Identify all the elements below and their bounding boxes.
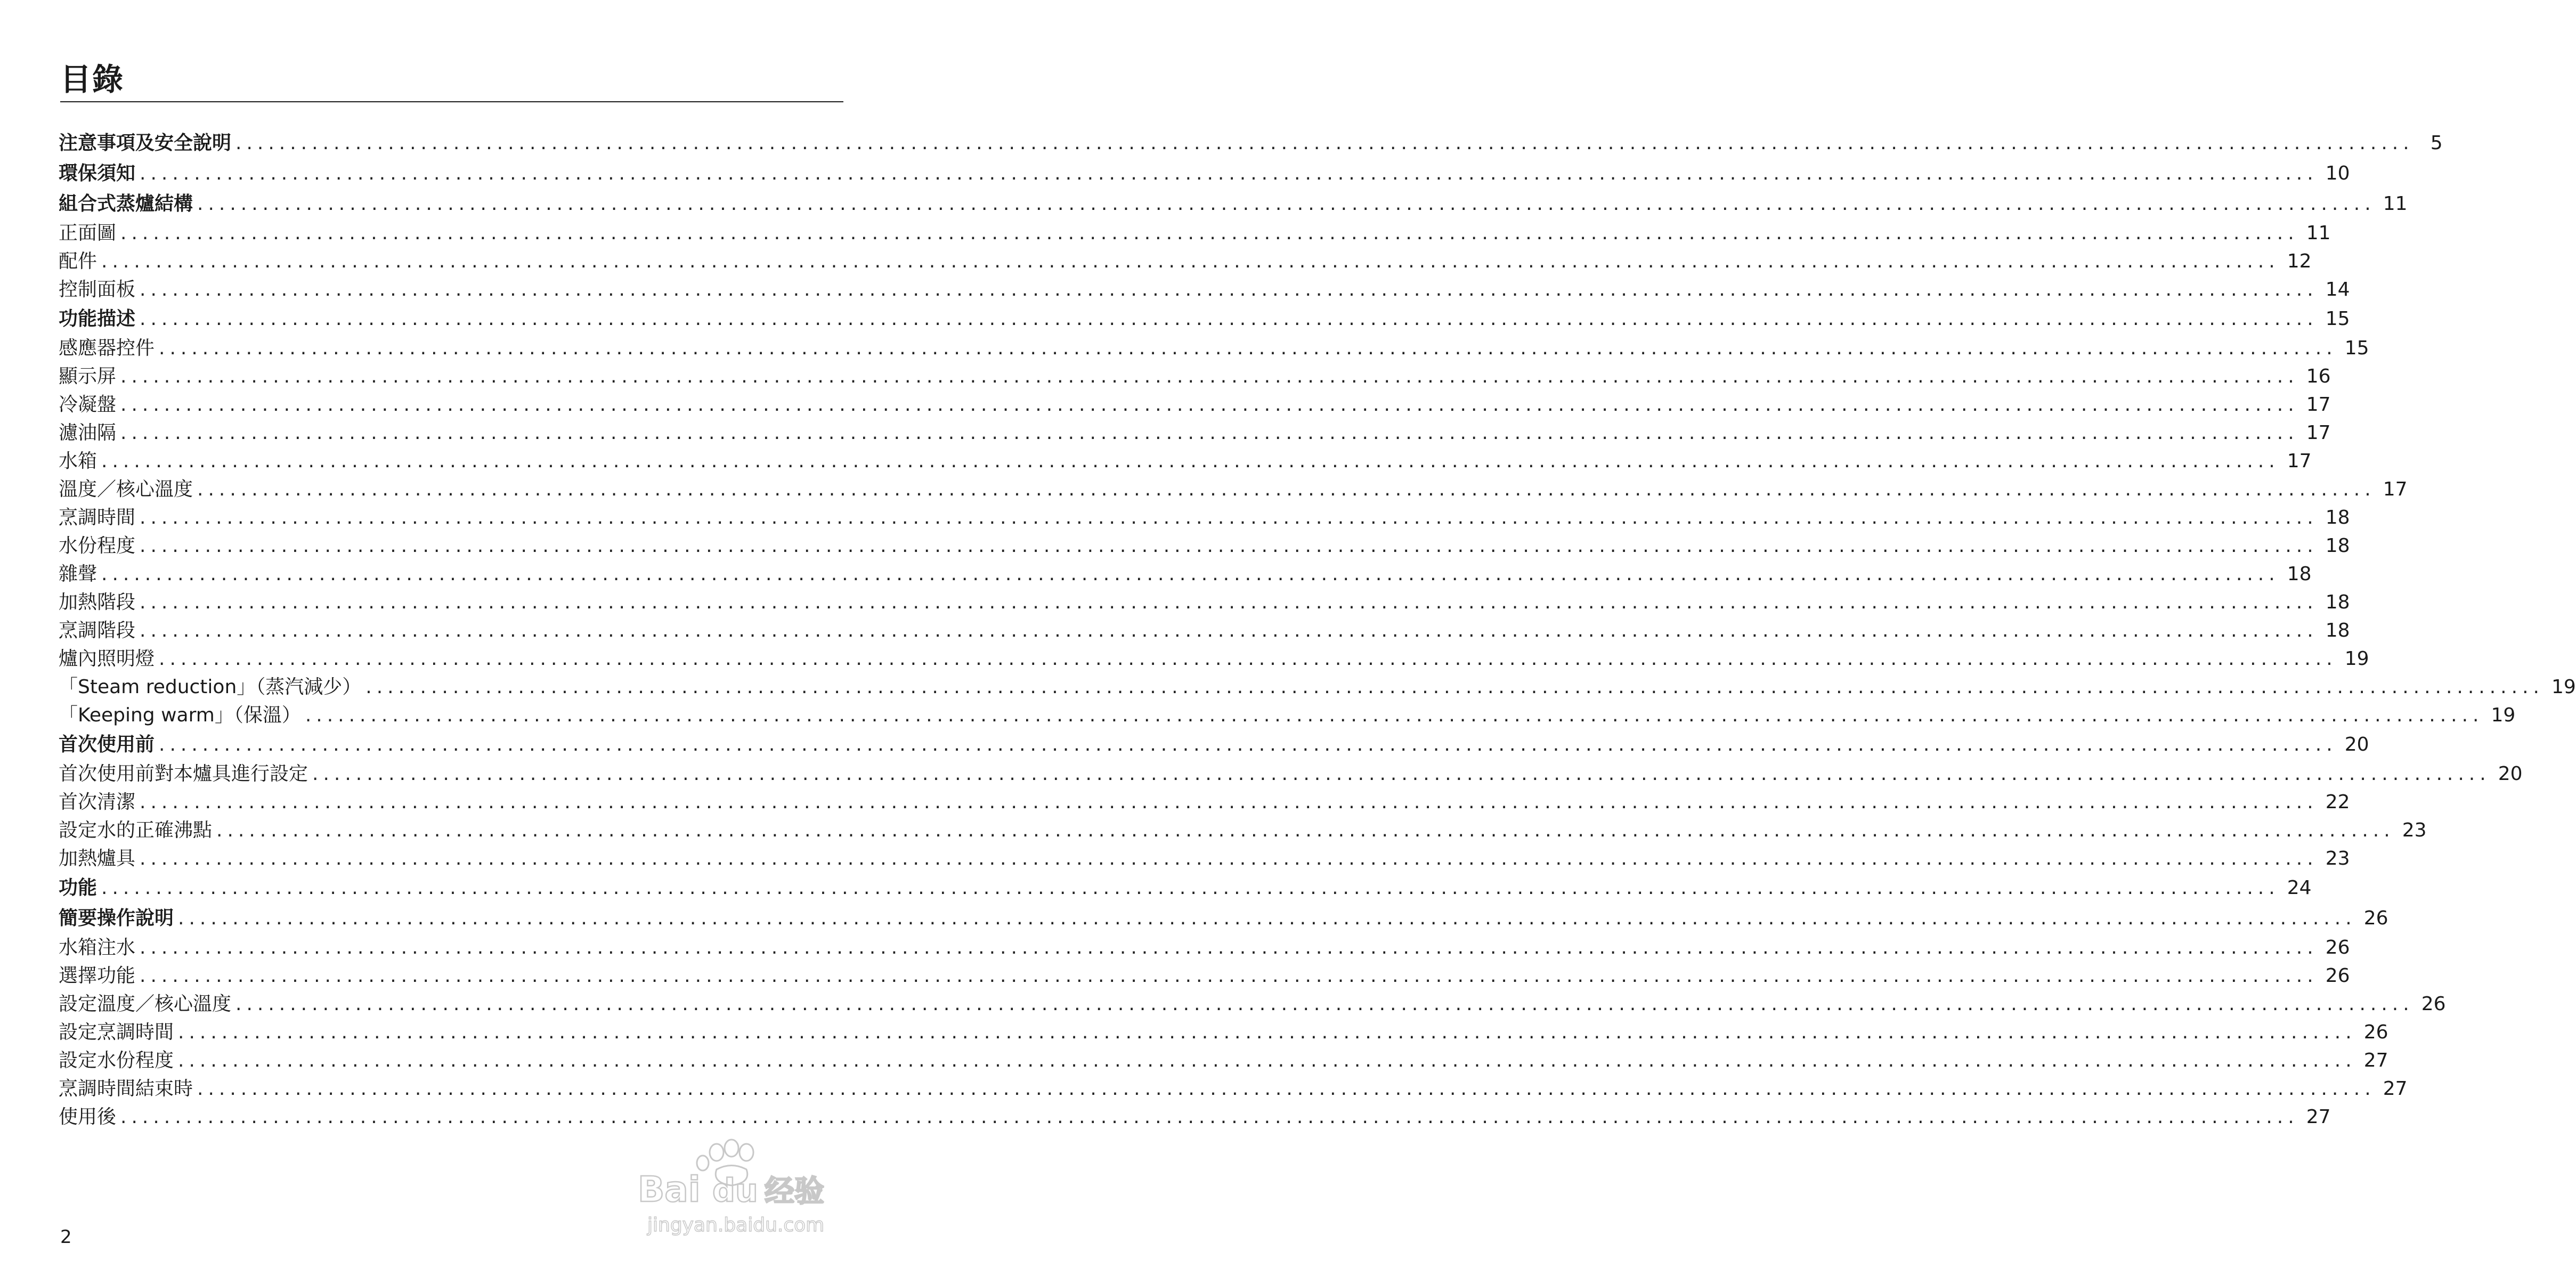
toc-entry — [59, 158, 2350, 189]
toc-dot-leader: ........................................................................................................................................................................................................ — [140, 162, 2318, 184]
toc-entry-label: 注意事項及安全說明 — [59, 132, 232, 154]
toc-entry-page: 11 — [2306, 222, 2331, 244]
toc-entry-label: 使用後 — [59, 1106, 117, 1128]
toc-dot-leader: ........................................................................................................................................................................................................ — [101, 563, 2280, 585]
toc-dot-leader: ........................................................................................................................................................................................................ — [140, 308, 2318, 330]
toc-entry-label: 設定水的正確沸點 — [59, 819, 213, 841]
toc-entry-label: 加熱爐具 — [59, 848, 136, 869]
toc-entry — [59, 873, 2312, 903]
toc-entry-label: 顯示屏 — [59, 365, 117, 387]
toc-entry — [59, 560, 2312, 588]
toc-dot-leader: ........................................................................................................................................................................................................ — [140, 279, 2318, 300]
toc-dot-leader: ........................................................................................................................................................................................................ — [159, 337, 2337, 359]
toc-entry-page: 12 — [2287, 250, 2312, 272]
toc-entry-page: 20 — [2344, 734, 2369, 755]
watermark-brand-right: du — [712, 1172, 758, 1209]
toc-entry-label: 首次清潔 — [59, 791, 136, 813]
toc-entry — [59, 701, 2516, 729]
toc-entry-page: 20 — [2498, 763, 2523, 785]
toc-entry-page: 18 — [2325, 507, 2350, 529]
toc-dot-leader: ........................................................................................................................................................................................................ — [312, 763, 2491, 785]
toc-entry — [59, 391, 2331, 419]
toc-entry-page: 10 — [2325, 162, 2350, 184]
toc-dot-leader: ........................................................................................................................................................................................................ — [159, 648, 2337, 670]
toc-entry-label: 爐內照明燈 — [59, 648, 155, 670]
toc-entry — [59, 128, 2443, 158]
toc-entry — [59, 729, 2369, 760]
toc-dot-leader: ........................................................................................................................................................................................................ — [178, 907, 2356, 929]
toc-entry-page: 17 — [2287, 450, 2312, 472]
toc-entry — [59, 219, 2331, 247]
toc-entry-page: 17 — [2306, 394, 2331, 416]
toc-entry-label: 雜聲 — [59, 563, 97, 585]
toc-entry — [59, 475, 2408, 503]
toc-entry-label: 控制面板 — [59, 279, 136, 300]
toc-entry — [59, 816, 2427, 844]
toc-entry-page: 27 — [2306, 1106, 2331, 1128]
toc-entry-page: 11 — [2383, 193, 2408, 215]
toc-entry-label: 冷凝盤 — [59, 394, 117, 416]
toc-entry-page: 15 — [2344, 337, 2369, 359]
toc-entry-page: 23 — [2325, 848, 2350, 869]
toc-dot-leader: ........................................................................................................................................................................................................ — [216, 819, 2395, 841]
toc-dot-leader: ........................................................................................................................................................................................................ — [101, 250, 2280, 272]
title-divider — [60, 101, 843, 102]
toc-entry-page: 18 — [2325, 591, 2350, 613]
toc-entry — [59, 247, 2312, 275]
watermark-url: jingyan.baidu.com — [647, 1214, 825, 1236]
toc-entry-label: 首次使用前對本爐具進行設定 — [59, 763, 308, 785]
toc-entry-page: 26 — [2363, 907, 2388, 929]
toc-entry-page: 14 — [2325, 279, 2350, 300]
toc-dot-leader: ........................................................................................................................................................................................................ — [140, 535, 2318, 557]
toc-entry — [59, 788, 2350, 816]
toc-entry-page: 26 — [2363, 1021, 2388, 1043]
toc-dot-leader: ........................................................................................................................................................................................................ — [305, 704, 2484, 726]
toc-entry — [59, 588, 2350, 616]
toc-entry — [59, 673, 2576, 701]
toc-entry — [59, 1075, 2408, 1103]
toc-entry-page: 18 — [2325, 620, 2350, 641]
toc-dot-leader: ........................................................................................................................................................................................................ — [197, 1078, 2376, 1100]
toc-entry-label: 溫度／核心溫度 — [59, 478, 193, 500]
toc-dot-leader: ........................................................................................................................................................................................................ — [140, 620, 2318, 641]
toc-entry — [59, 645, 2369, 673]
toc-entry-label: 簡要操作說明 — [59, 907, 174, 929]
toc-entry-page: 17 — [2383, 478, 2408, 500]
toc-dot-leader: ........................................................................................................................................................................................................ — [120, 394, 2299, 416]
toc-entry — [59, 189, 2408, 219]
toc-entry-page: 5 — [2430, 132, 2443, 154]
toc-dot-leader: ........................................................................................................................................................................................................ — [235, 993, 2414, 1015]
toc-entry-page: 16 — [2306, 365, 2331, 387]
toc-dot-leader: ........................................................................................................................................................................................................ — [120, 222, 2299, 244]
toc-dot-leader: ........................................................................................................................................................................................................ — [235, 132, 2414, 154]
toc-entry — [59, 503, 2350, 532]
toc-dot-leader: ........................................................................................................................................................................................................ — [120, 1106, 2299, 1128]
toc-entry-label: 選擇功能 — [59, 965, 136, 987]
toc-dot-leader: ........................................................................................................................................................................................................ — [140, 965, 2318, 987]
toc-dot-leader: ........................................................................................................................................................................................................ — [197, 193, 2376, 215]
toc-entry — [59, 532, 2350, 560]
toc-entry — [59, 844, 2350, 873]
toc-entry-label: 設定水份程度 — [59, 1050, 174, 1071]
toc-entry-page: 19 — [2344, 648, 2369, 670]
toc-entry-label: 濾油隔 — [59, 422, 117, 444]
toc-dot-leader: ........................................................................................................................................................................................................ — [159, 734, 2337, 755]
toc-entry-page: 24 — [2287, 877, 2312, 899]
toc-dot-leader: ........................................................................................................................................................................................................ — [101, 450, 2280, 472]
toc-entry-label: 水份程度 — [59, 535, 136, 557]
toc-dot-leader: ........................................................................................................................................................................................................ — [140, 791, 2318, 813]
toc-entry — [59, 1018, 2388, 1046]
toc-entry-label: 環保須知 — [59, 162, 136, 184]
toc-entry — [59, 419, 2331, 447]
toc-entry — [59, 304, 2350, 334]
page-number: 2 — [60, 1226, 72, 1248]
toc-entry — [59, 903, 2388, 933]
toc-dot-leader: ........................................................................................................................................................................................................ — [120, 365, 2299, 387]
table-of-contents — [59, 128, 2576, 1131]
toc-entry-page: 15 — [2325, 308, 2350, 330]
toc-entry-label: 烹調階段 — [59, 620, 136, 641]
toc-entry-page: 17 — [2306, 422, 2331, 444]
toc-entry — [59, 990, 2446, 1018]
toc-entry-page: 18 — [2287, 563, 2312, 585]
toc-entry-label: 組合式蒸爐結構 — [59, 193, 193, 215]
toc-entry-label: 烹調時間 — [59, 507, 136, 529]
toc-entry — [59, 962, 2350, 990]
toc-entry-label: 水箱 — [59, 450, 97, 472]
baidu-jingyan-watermark — [637, 1137, 850, 1239]
toc-entry-label: 「Keeping warm」（保溫） — [59, 704, 301, 726]
toc-entry — [59, 334, 2369, 362]
toc-entry-page: 22 — [2325, 791, 2350, 813]
toc-dot-leader: ........................................................................................................................................................................................................ — [140, 591, 2318, 613]
toc-entry-page: 27 — [2383, 1078, 2408, 1100]
toc-dot-leader: ........................................................................................................................................................................................................ — [178, 1021, 2356, 1043]
toc-entry — [59, 362, 2331, 391]
toc-entry — [59, 933, 2350, 962]
toc-entry-page: 19 — [2491, 704, 2516, 726]
page-title: 目錄 — [60, 61, 125, 97]
toc-entry-label: 水箱注水 — [59, 937, 136, 958]
toc-entry-label: 「Steam reduction」（蒸汽減少） — [59, 676, 362, 698]
toc-dot-leader: ........................................................................................................................................................................................................ — [140, 507, 2318, 529]
toc-dot-leader: ........................................................................................................................................................................................................ — [120, 422, 2299, 444]
toc-entry-page: 18 — [2325, 535, 2350, 557]
toc-dot-leader: ........................................................................................................................................................................................................ — [101, 877, 2280, 899]
toc-entry-label: 烹調時間結束時 — [59, 1078, 193, 1100]
watermark-brand-left: Bai — [638, 1169, 701, 1210]
toc-entry-label: 首次使用前 — [59, 734, 155, 755]
toc-entry-page: 19 — [2551, 676, 2576, 698]
toc-dot-leader: ........................................................................................................................................................................................................ — [178, 1050, 2356, 1071]
toc-entry-label: 正面圖 — [59, 222, 117, 244]
toc-entry-page: 26 — [2421, 993, 2446, 1015]
toc-entry-label: 感應器控件 — [59, 337, 155, 359]
toc-entry-label: 設定烹調時間 — [59, 1021, 174, 1043]
toc-entry-label: 加熱階段 — [59, 591, 136, 613]
watermark-brand-suffix: 经验 — [765, 1174, 824, 1209]
toc-entry-page: 26 — [2325, 965, 2350, 987]
toc-dot-leader: ........................................................................................................................................................................................................ — [140, 937, 2318, 958]
toc-entry-label: 功能描述 — [59, 308, 136, 330]
toc-entry-label: 設定溫度／核心溫度 — [59, 993, 232, 1015]
toc-entry — [59, 1103, 2331, 1131]
toc-entry — [59, 616, 2350, 645]
toc-entry-label: 配件 — [59, 250, 97, 272]
toc-entry-page: 26 — [2325, 937, 2350, 958]
toc-entry — [59, 447, 2312, 475]
toc-entry-page: 23 — [2402, 819, 2427, 841]
toc-dot-leader: ........................................................................................................................................................................................................ — [365, 676, 2544, 698]
toc-entry — [59, 1046, 2388, 1075]
toc-dot-leader: ........................................................................................................................................................................................................ — [140, 848, 2318, 869]
toc-entry — [59, 760, 2523, 788]
toc-entry-page: 27 — [2363, 1050, 2388, 1071]
toc-entry — [59, 275, 2350, 304]
toc-entry-label: 功能 — [59, 877, 97, 899]
toc-dot-leader: ........................................................................................................................................................................................................ — [197, 478, 2376, 500]
